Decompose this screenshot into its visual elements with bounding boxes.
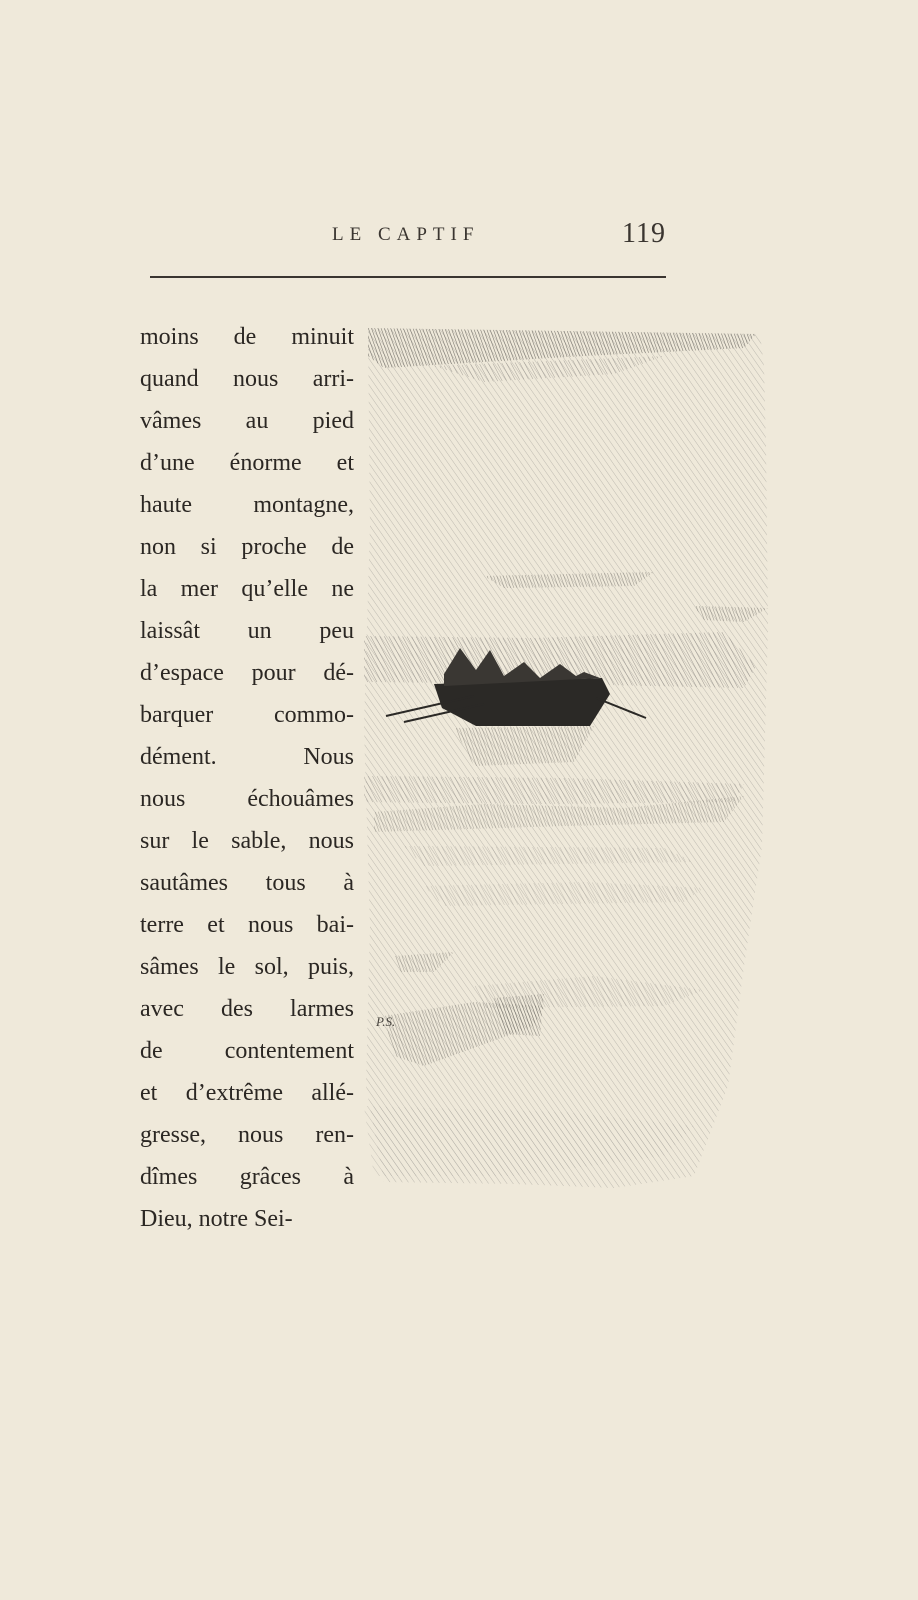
text-line: terre et nous bai- <box>140 912 354 938</box>
running-title: LE CAPTIF <box>332 224 480 245</box>
text-line: dément. Nous <box>140 744 354 770</box>
text-line: nous échouâmes <box>140 786 354 812</box>
text-line: sautâmes tous à <box>140 870 354 896</box>
text-line: avec des larmes <box>140 996 354 1022</box>
header-rule <box>150 276 666 278</box>
text-line: et d’extrême allé- <box>140 1080 354 1106</box>
text-line: gresse, nous ren- <box>140 1122 354 1148</box>
text-line: d’une énorme et <box>140 450 354 476</box>
text-line: d’espace pour dé- <box>140 660 354 686</box>
rowboat-sea-engraving <box>364 326 784 1216</box>
body-text-column <box>140 316 354 1240</box>
text-line: sur le sable, nous <box>140 828 354 854</box>
text-line: non si proche de <box>140 534 354 560</box>
running-head <box>150 214 666 254</box>
text-line: vâmes au pied <box>140 408 354 434</box>
text-line: dîmes grâces à <box>140 1164 354 1190</box>
boat-reflection <box>454 726 594 766</box>
text-line: sâmes le sol, puis, <box>140 954 354 980</box>
text-line: la mer qu’elle ne <box>140 576 354 602</box>
text-line: haute montagne, <box>140 492 354 518</box>
text-line: Dieu, notre Sei- <box>140 1206 293 1232</box>
text-line: barquer commo- <box>140 702 354 728</box>
text-line: de contentement <box>140 1038 354 1064</box>
text-line: quand nous arri- <box>140 366 354 392</box>
engraving-illustration <box>364 326 784 1216</box>
text-line: moins de minuit <box>140 324 354 350</box>
page-number: 119 <box>622 218 666 249</box>
text-line: laissât un peu <box>140 618 354 644</box>
engraver-signature: P.S. <box>376 1014 396 1029</box>
